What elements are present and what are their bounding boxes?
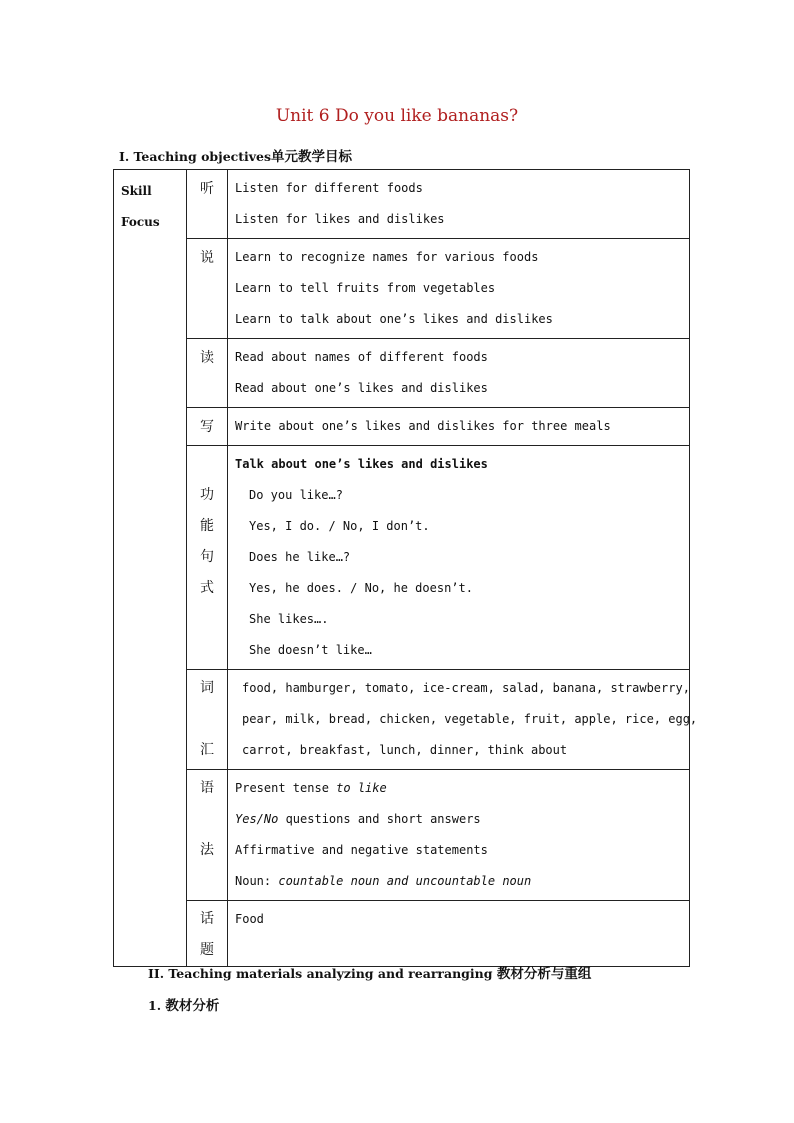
vocab-content <box>228 670 698 770</box>
table-row <box>114 339 690 408</box>
write-char: 写 <box>187 408 228 446</box>
list-item: Do you like…? <box>249 488 343 502</box>
speak-content <box>228 239 690 339</box>
function-heading: Talk about one’s likes and dislikes <box>235 457 488 471</box>
topic-content <box>228 901 690 967</box>
list-item: Read about one’s likes and dislikes <box>235 381 488 395</box>
section-heading-en: II. Teaching materials analyzing and rearranging <box>148 966 493 981</box>
table-row <box>114 670 690 770</box>
objectives-table <box>113 169 698 967</box>
list-item: Yes, I do. / No, I don’t. <box>249 519 430 533</box>
list-item: Listen for likes and dislikes <box>235 212 445 226</box>
focus-label: Focus <box>121 215 160 229</box>
write-content <box>228 408 690 446</box>
list-item: Write about one’s likes and dislikes for three meals <box>235 419 611 433</box>
subsection-title: 教材分析 <box>165 998 220 1014</box>
table-row <box>114 770 690 901</box>
list-item: Learn to talk about one’s likes and dislikes <box>235 312 553 326</box>
grammar-content <box>228 770 690 901</box>
grammar-chars: 语 法 <box>187 770 228 901</box>
read-content <box>228 339 690 408</box>
list-item: Learn to tell fruits from vegetables <box>235 281 496 295</box>
table-row <box>114 901 690 967</box>
topic-chars: 话 题 <box>187 901 228 967</box>
list-item: Does he like…? <box>249 550 351 564</box>
function-chars: 功 能 句 式 <box>187 446 228 670</box>
table-row <box>114 170 690 239</box>
speak-char: 说 <box>187 239 228 339</box>
list-item: She doesn’t like… <box>249 643 372 657</box>
subsection-number: 1. <box>148 998 162 1013</box>
section-heading-en: I. Teaching objectives <box>119 149 272 164</box>
list-item: She likes…. <box>249 612 329 626</box>
section-heading-cn: 教材分析与重组 <box>496 966 592 982</box>
listen-char: 听 <box>187 170 228 239</box>
list-item: food, hamburger, tomato, ice-cream, salad, banana, strawberry, <box>242 681 690 695</box>
table-row <box>114 239 690 339</box>
function-content <box>228 446 690 670</box>
table-row <box>114 408 690 446</box>
list-item: Food <box>235 912 264 926</box>
section-heading-cn: 单元教学目标 <box>271 149 353 165</box>
list-item: Listen for different foods <box>235 181 423 195</box>
list-item: Present tense to like <box>235 781 387 795</box>
section-heading-objectives <box>119 145 352 165</box>
table-row <box>114 446 690 670</box>
page-title: Unit 6 Do you like bananas? <box>275 106 519 126</box>
list-item: carrot, breakfast, lunch, dinner, think about <box>242 743 568 757</box>
skill-label: Skill <box>121 184 152 198</box>
list-item: pear, milk, bread, chicken, vegetable, fruit, apple, rice, egg, <box>242 712 698 726</box>
subsection-heading <box>148 994 219 1014</box>
list-item: Read about names of different foods <box>235 350 488 364</box>
read-char: 读 <box>187 339 228 408</box>
vocab-chars: 词 汇 <box>187 670 228 770</box>
list-item: Yes/No questions and short answers <box>235 812 481 826</box>
list-item: Yes, he does. / No, he doesn’t. <box>249 581 473 595</box>
skill-focus-cell <box>114 170 187 967</box>
list-item: Learn to recognize names for various foods <box>235 250 539 264</box>
list-item: Affirmative and negative statements <box>235 843 488 857</box>
section-heading-materials <box>148 962 591 982</box>
listen-content <box>228 170 690 239</box>
list-item: Noun: countable noun and uncountable noun <box>235 874 532 888</box>
